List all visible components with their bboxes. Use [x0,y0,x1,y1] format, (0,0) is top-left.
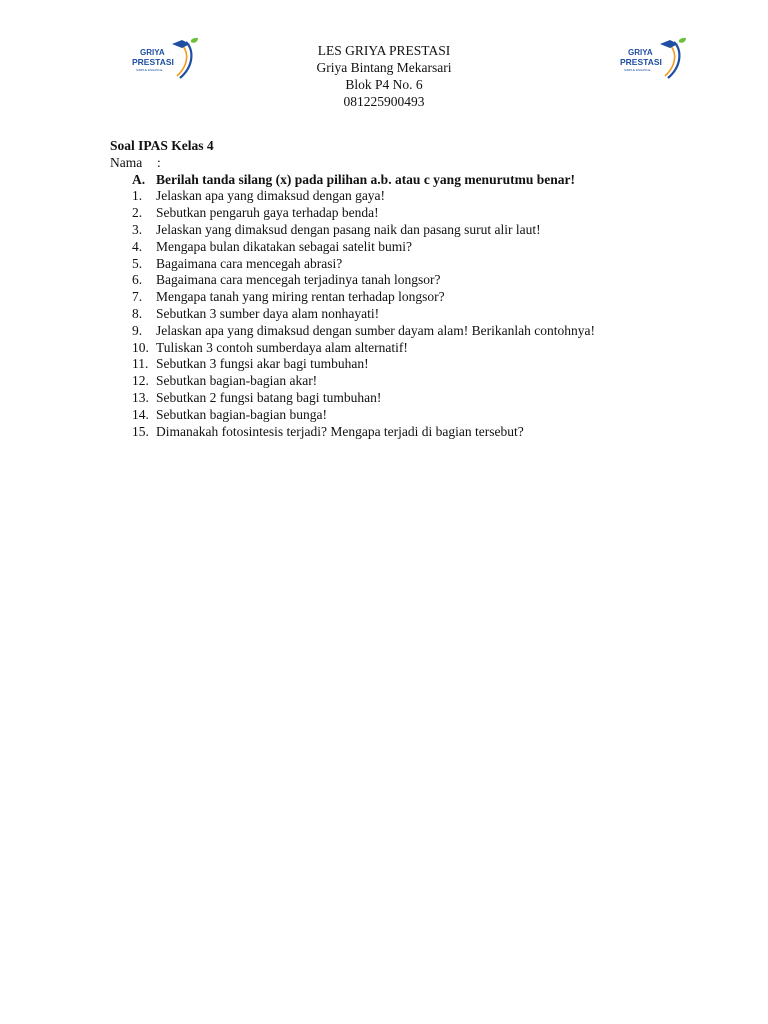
question-text: Sebutkan 3 sumber daya alam nonhayati! [156,305,380,321]
svg-text:PRESTASI: PRESTASI [132,57,174,67]
question-item [110,407,670,424]
question-item [110,222,670,239]
question-number: 10. [132,339,149,355]
name-label: Nama [110,154,143,170]
question-number: 4. [132,238,143,254]
svg-text:GRIYA: GRIYA [140,48,165,57]
question-text: Mengapa bulan dikatakan sebagai satelit bumi? [156,238,413,254]
question-text: Jelaskan yang dimaksud dengan pasang naik dan pasang surut alir laut! [156,221,541,237]
name-field-row [110,155,670,172]
question-item [110,205,670,222]
svg-text:PRESTASI: PRESTASI [620,57,662,67]
question-item [110,323,670,340]
section-marker: A. [132,171,146,187]
question-text: Bagaimana cara mencegah abrasi? [156,255,343,271]
address-line-2: Blok P4 No. 6 [345,77,423,92]
question-item [110,256,670,273]
question-text: Sebutkan pengaruh gaya terhadap benda! [156,205,379,221]
question-text: Sebutkan 2 fungsi batang bagi tumbuhan! [156,389,382,405]
question-item [110,340,670,357]
question-number: 14. [132,406,149,422]
question-number: 15. [132,423,149,439]
question-text: Bagaimana cara mencegah terjadinya tanah longsor? [156,272,441,288]
worksheet-body [110,138,670,440]
question-text: Dimanakah fotosintesis terjadi? Mengapa terjadi di bagian tersebut? [156,423,524,439]
section-instruction: Berilah tanda silang (x) pada pilihan a.b. atau c yang menurutmu benar! [156,171,575,187]
question-number: 12. [132,373,149,389]
question-number: 7. [132,289,143,305]
question-item [110,239,670,256]
svg-text:SIMPLE ENHANCE: SIMPLE ENHANCE [624,68,651,72]
question-text: Jelaskan apa yang dimaksud dengan gaya! [156,188,386,204]
question-item [110,188,670,205]
svg-text:GRIYA: GRIYA [628,48,653,57]
question-number: 5. [132,255,143,271]
question-number: 1. [132,188,143,204]
question-item [110,373,670,390]
question-item [110,390,670,407]
question-number: 13. [132,389,149,405]
question-text: Tuliskan 3 contoh sumberdaya alam alternatif! [156,339,408,355]
question-item [110,272,670,289]
question-number: 3. [132,221,143,237]
section-instruction-row [110,172,670,189]
question-item [110,306,670,323]
worksheet-title: Soal IPAS Kelas 4 [110,138,214,153]
address-line-1: Griya Bintang Mekarsari [316,60,452,75]
question-text: Jelaskan apa yang dimaksud dengan sumber dayam alam! Berikanlah contohnya! [156,322,595,338]
svg-text:SIMPLE ENHANCE: SIMPLE ENHANCE [136,68,163,72]
letterhead [0,42,768,110]
question-number: 6. [132,272,143,288]
question-list [110,188,670,440]
question-text: Sebutkan bagian-bagian akar! [156,373,318,389]
question-item [110,424,670,441]
question-text: Sebutkan bagian-bagian bunga! [156,406,327,422]
question-number: 8. [132,305,143,321]
phone-number: 081225900493 [343,94,425,109]
question-text: Mengapa tanah yang miring rentan terhadap longsor? [156,289,445,305]
name-colon: : [157,154,161,170]
question-item [110,356,670,373]
question-number: 11. [132,356,149,372]
question-number: 2. [132,205,143,221]
institution-name: LES GRIYA PRESTASI [317,43,451,58]
question-item [110,289,670,306]
question-text: Sebutkan 3 fungsi akar bagi tumbuhan! [156,356,369,372]
question-number: 9. [132,322,143,338]
